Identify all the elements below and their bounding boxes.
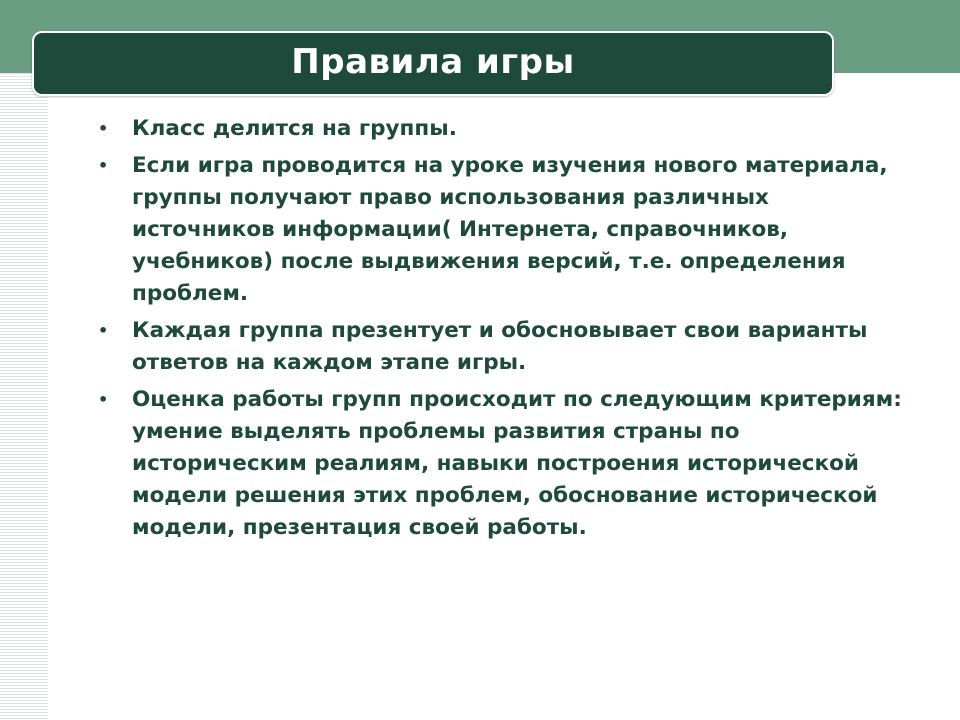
list-item (92, 384, 912, 544)
title-banner (32, 31, 834, 96)
bullet-icon: • (98, 390, 109, 409)
bullet-icon: • (98, 119, 109, 138)
bullet-list (92, 113, 912, 549)
list-item (92, 113, 912, 145)
left-stripe-decoration (0, 73, 48, 720)
bullet-text: Оценка работы групп происходит по следующим критериям: умение выделять проблемы развития страны по историческим реалиям, навыки построения исторической модели решения этих проблем, обоснование исторической модели, презентация своей работы. (132, 387, 902, 540)
list-item (92, 150, 912, 310)
slide-title: Правила игры (291, 41, 575, 82)
bullet-text: Если игра проводится на уроке изучения нового материала, группы получают право использования различных источников информации( Интернета, справочников, учебников) после выдвижения версий, т.е. определения проблем. (132, 153, 888, 306)
bullet-icon: • (98, 321, 109, 340)
bullet-icon: • (98, 156, 109, 175)
bullet-text: Каждая группа презентует и обосновывает свои варианты ответов на каждом этапе игры. (132, 318, 868, 375)
bullet-text: Класс делится на группы. (132, 116, 457, 141)
list-item (92, 315, 912, 379)
